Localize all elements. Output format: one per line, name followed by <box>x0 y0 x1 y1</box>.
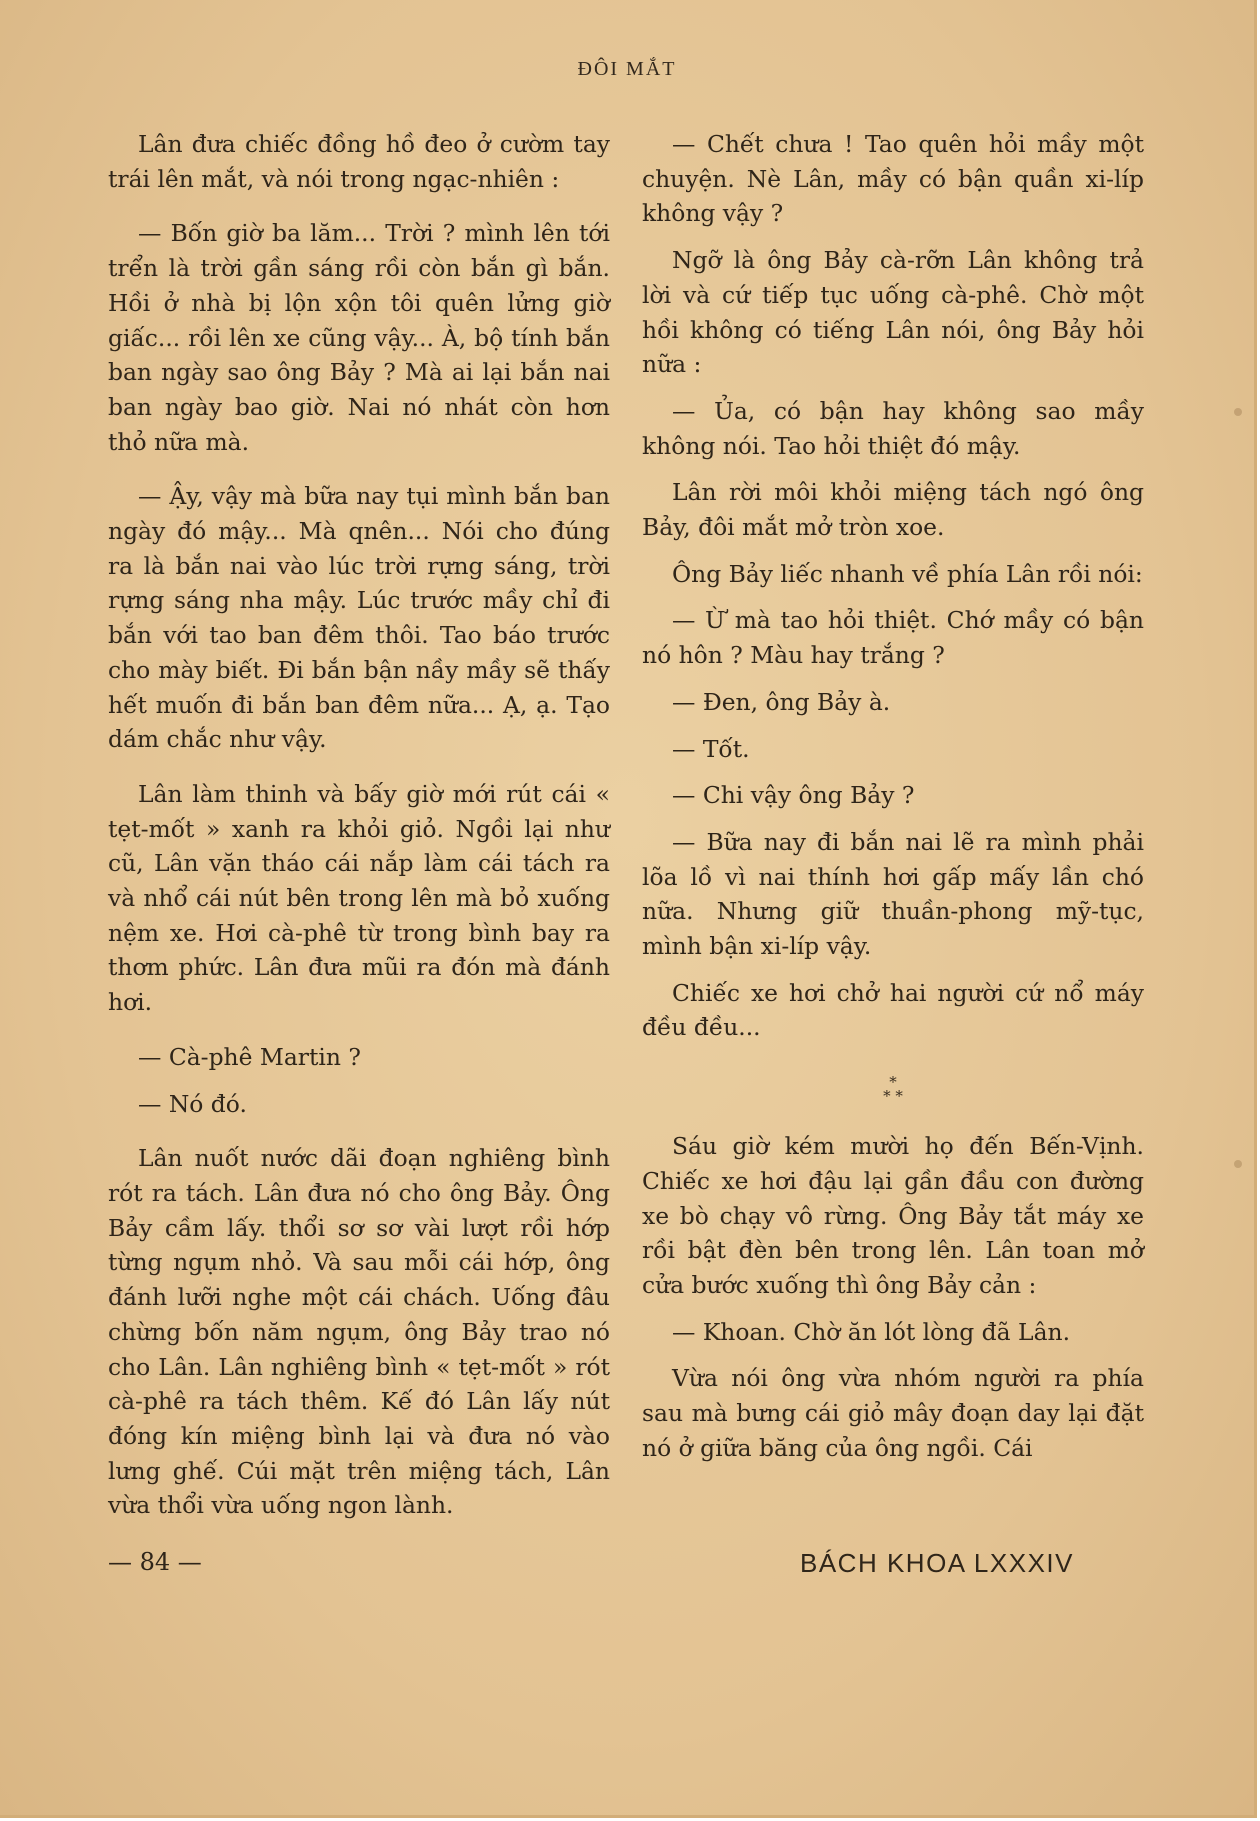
dialogue-line: — Cà-phê Martin ? <box>138 1042 361 1071</box>
left-column <box>108 127 610 1523</box>
dialogue-line: — Chi vậy ông Bảy ? <box>672 781 915 810</box>
asterism-bottom: * * <box>883 1087 903 1106</box>
dialogue-paragraph: — Ủa, có bận hay không sao mầy không nói. Tao hỏi thiệt đó mậy. <box>642 396 1144 460</box>
section-break-asterisks <box>642 1073 1144 1106</box>
paragraph: Sáu giờ kém mười họ đến Bến-Vịnh. Chiếc xe hơi đậu lại gần đầu con đường xe bò chạy vô rừng. Ông Bảy tắt máy xe rồi bật đèn bên trong lên. Lân toan mở cửa bước xuống thì ông Bảy cản : <box>642 1132 1144 1299</box>
paragraph: Lân rời môi khỏi miệng tách ngó ông Bảy, đôi mắt mở tròn xoe. <box>642 478 1144 542</box>
dialogue-paragraph: — Bữa nay đi bắn nai lẽ ra mình phải lõa lồ vì nai thính hơi gấp mấy lần chó nữa. Nhưng giữ thuần-phong mỹ-tục, mình bận xi-líp vậy. <box>642 827 1144 961</box>
page-edge-spot <box>1234 1160 1242 1168</box>
dialogue-line: — Khoan. Chờ ăn lót lòng đã Lân. <box>672 1317 1071 1346</box>
paragraph: Lân làm thinh và bấy giờ mới rút cái « tẹt-mốt » xanh ra khỏi giỏ. Ngồi lại như cũ, Lân vặn tháo cái nắp làm cái tách ra và nhổ cái nút bên trong lên mà bỏ xuống nệm xe. Hơi cà-phê từ trong bình bay ra thơm phức. Lân đưa mũi ra đón mà đánh hơi. <box>108 779 610 1017</box>
dialogue-line: — Tốt. <box>672 734 750 763</box>
paragraph: Chiếc xe hơi chở hai người cứ nổ máy đều đều... <box>642 978 1144 1042</box>
publication-name: BÁCH KHOA LXXXIV <box>800 1548 1074 1578</box>
running-title: ĐÔI MẮT <box>577 58 677 80</box>
dialogue-paragraph: — Chết chưa ! Tao quên hỏi mầy một chuyện. Nè Lân, mầy có bận quần xi-líp không vậy ? <box>642 130 1144 228</box>
page-edge-spot <box>1234 408 1242 416</box>
dialogue-paragraph: — Bốn giờ ba lăm... Trời ? mình lên tới trển là trời gần sáng rồi còn bắn gì bắn. Hồi ở nhà bị lộn xộn tôi quên lửng giờ giấc... rồi lên xe cũng vậy... À, bộ tính bắn ban ngày sao ông Bảy ? Mà ai lại bắn nai ban ngày bao giờ. Nai nó nhát còn hơn thỏ nữa mà. <box>108 219 610 456</box>
dialogue-paragraph: — Ậy, vậy mà bữa nay tụi mình bắn ban ngày đó mậy... Mà qnên... Nói cho đúng ra là bắn nai vào lúc trời rựng sáng, trời rựng sáng nha mậy. Lúc trước mầy chỉ đi bắn với tao ban đêm thôi. Tao báo trước cho mày biết. Đi bắn bận nầy mầy sẽ thấy hết muốn đi bắn ban đêm nữa... Ạ, ạ. Tạo dám chắc như vậy. <box>108 482 610 754</box>
paragraph: Lân đưa chiếc đồng hồ đeo ở cườm tay trái lên mắt, và nói trong ngạc-nhiên : <box>108 130 610 193</box>
dialogue-line: — Đen, ông Bảy à. <box>672 687 891 716</box>
paragraph: Ngỡ là ông Bảy cà-rỡn Lân không trả lời và cứ tiếp tục uống cà-phê. Chờ một hồi không có tiếng Lân nói, ông Bảy hỏi nữa : <box>642 246 1144 379</box>
paragraph: Lân nuốt nước dãi đoạn nghiêng bình rót ra tách. Lân đưa nó cho ông Bảy. Ông Bảy cầm lấy. thổi sơ sơ vài lượt rồi hớp từng ngụm nhỏ. Và sau mỗi cái hớp, ông đánh lưỡi nghe một cái chách. Uống đâu chừng bốn năm ngụm, ông Bảy trao nó cho Lân. Lân nghiêng bình « tẹt-mốt » rót cà-phê ra tách thêm. Kế đó Lân lấy nút đóng kín miệng bình lại và đưa nó vào lưng ghế. Cúi mặt trên miệng tách, Lân vừa thổi vừa uống ngon lành. <box>108 1144 610 1520</box>
asterism-top: * <box>889 1073 897 1092</box>
dialogue-line: — Nó đó. <box>138 1089 247 1118</box>
paragraph: Ông Bảy liếc nhanh về phía Lân rồi nói: <box>672 559 1143 588</box>
right-column <box>642 127 1144 1466</box>
paragraph: Vừa nói ông vừa nhóm người ra phía sau mà bưng cái giỏ mây đoạn day lại đặt nó ở giữa băng của ông ngồi. Cái <box>642 1364 1144 1462</box>
page-number: — 84 — <box>108 1548 202 1576</box>
dialogue-paragraph: — Ừ mà tao hỏi thiệt. Chớ mầy có bận nó hôn ? Màu hay trắng ? <box>642 606 1144 670</box>
